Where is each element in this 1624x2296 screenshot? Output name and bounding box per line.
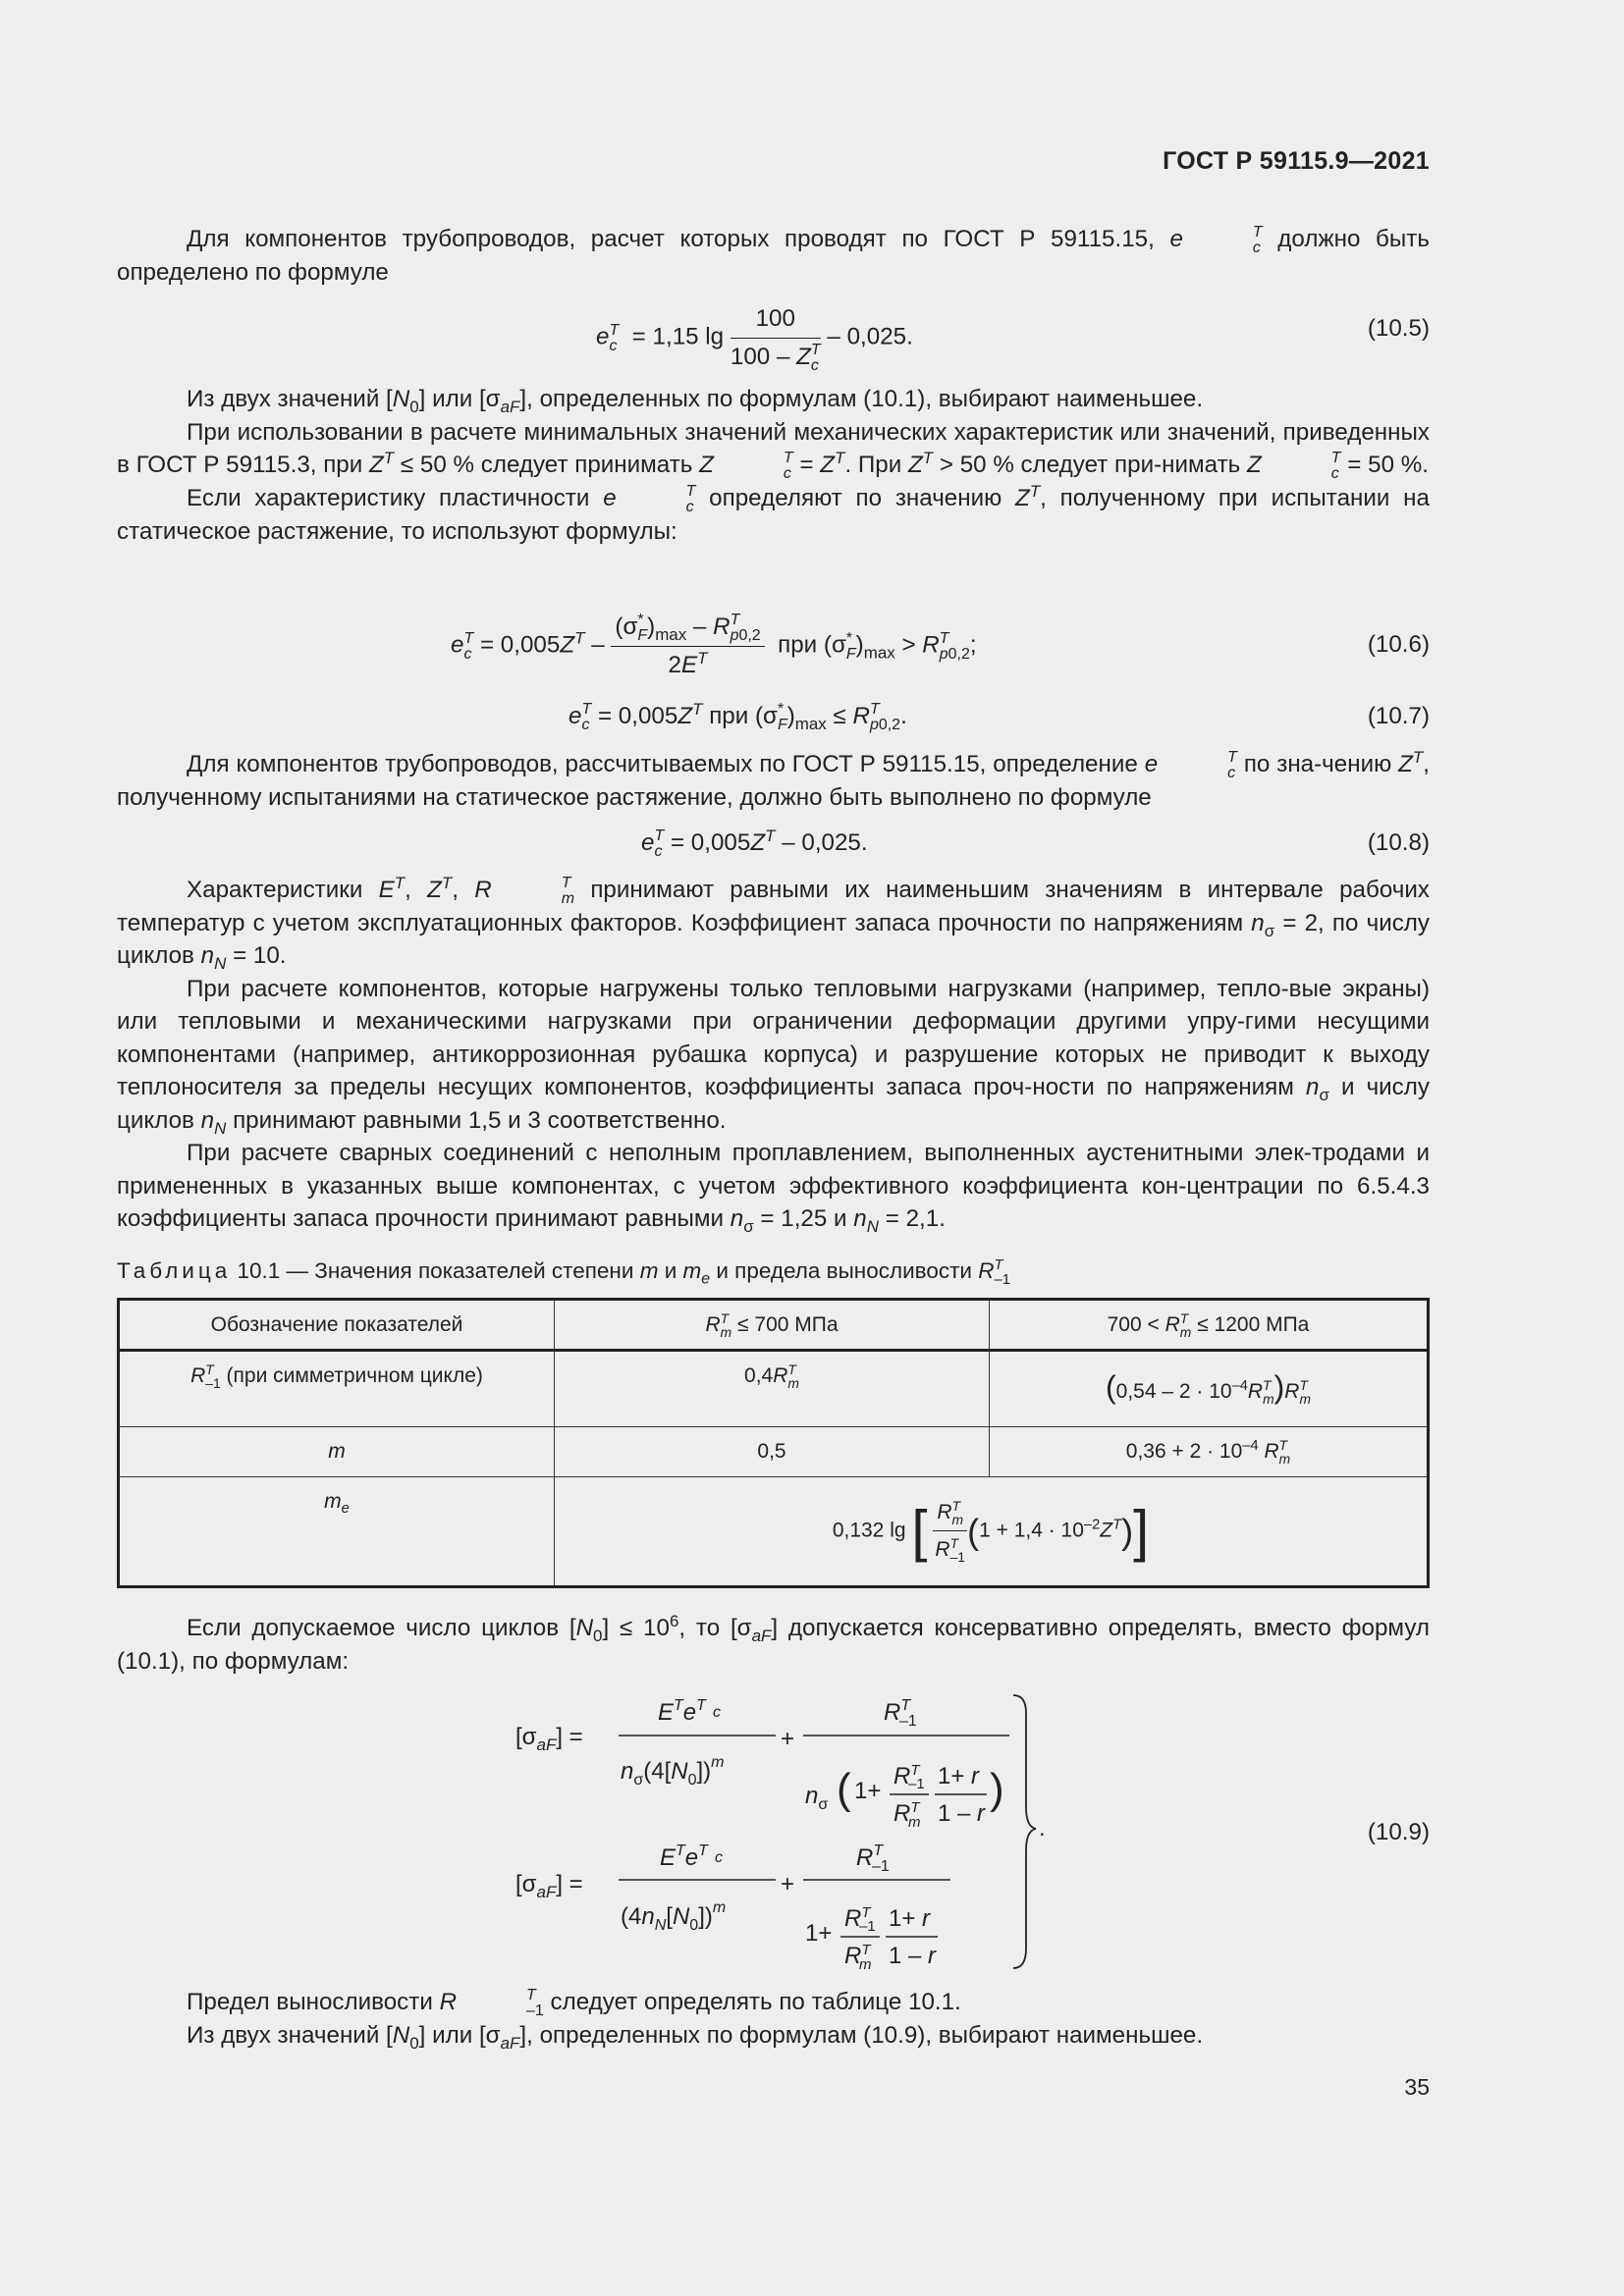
svg-text:1+ r: 1+ r bbox=[938, 1763, 980, 1789]
svg-text:.: . bbox=[1039, 1815, 1046, 1842]
svg-text:c: c bbox=[713, 1704, 721, 1721]
table-row bbox=[119, 1476, 1429, 1586]
table-cell: ($0,54 - 2 \cdot 10^{-4}R$ T m )R T m bbox=[990, 1351, 1429, 1427]
table-10-1-block bbox=[117, 1255, 1430, 1588]
equation-10-6: e T c = $0,005Z^T$ – (σ * F )$_{max}$ – R T p0,2 $2E^T$ при (σ * F )$_{max} > R$ T p0,2 ; (10.6) bbox=[451, 612, 1430, 678]
svg-text:(4nN[N0])m: $(4n_N[N_0])^m$ bbox=[621, 1899, 727, 1934]
table-cell: $0,36 + 2 \cdot 10^{-4}$ R T m bbox=[990, 1427, 1429, 1477]
standard-header: ГОСТ Р 59115.9—2021 bbox=[1163, 147, 1430, 175]
svg-text:+: + bbox=[781, 1871, 795, 1897]
svg-text:1+: 1+ bbox=[854, 1778, 882, 1804]
paragraph-2-4: Из двух значений $[N_0]$ или $[\sigma_{aF}]$, определенных по формулам (10.1), выбирают наименьшее. При использовании в расчете минимальных значений механических характеристик или значений, приведенных в ГОСТ Р 59115.3, при $Z^T \le 50$ % следует принимать Z T c = $Z^T$. При $Z^T > 50$ % следует при-нимать Z T c = 50 %. Если характеристику пластичности e T c определяют по значению $Z^T$, полученному при испытании на статическое растяжение, то используют формулы: bbox=[117, 386, 1430, 545]
svg-text:[σaF] =: $[\sigma_{aF}]$ = bbox=[515, 1724, 583, 1754]
equation-number: (10.7) bbox=[1367, 703, 1430, 729]
svg-text:RT: $R^T$ bbox=[844, 1904, 871, 1932]
paragraph-9: Если допускаемое число циклов $[N_0] \le 10^6$, то $[\sigma_{aF}]$ допускается консервативно определять, вместо формул (10.1), по формулам: bbox=[117, 1611, 1430, 1675]
svg-text:1+ r: 1+ r bbox=[889, 1905, 931, 1932]
svg-text:1 – r: 1 – r bbox=[889, 1943, 937, 1969]
svg-text:nσ(4[N0])m: $n_\sigma(4[N_0])^m$ bbox=[621, 1754, 725, 1789]
paragraph-6-8: Характеристики $E^T$, $Z^T$, R T m принимают равными их наименьшим значениям в интервале рабочих температур с учетом эксплуатационных факторов. Коэффициент запаса прочности по напряжениям $n_\sigma = 2$, по числу циклов $n_N = 10$. При расчете компонентов, которые нагружены только тепловыми нагрузками (например, тепло-вые экраны) или тепловыми и механическими нагрузками при ограничении деформации другими упру-гими несущими компонентами (например, антикоррозионная рубашка корпуса) и разрушение которых не приводит к выходу теплоносителя за пределы несущих компонентов, коэффициенты запаса проч-ности по напряжениям $n_\sigma$ и числу циклов $n_N$ принимают равными 1,5 и 3 соответственно. При расчете сварных соединений с неполным проплавлением, выполненных аустенитными элек-тродами и примененных в указанных выше компонентах, с учетом эффективного коэффициента кон-центрации по 6.5.4.3 коэффициенты запаса прочности принимают равными $n_\sigma = 1,25$ и $n_N = 2,1$. bbox=[117, 873, 1431, 1237]
values-table bbox=[117, 1298, 1430, 1588]
svg-text:ETeT: $E^Te^T$ bbox=[658, 1697, 706, 1726]
table-row bbox=[119, 1427, 1429, 1477]
svg-text:ETeT: $E^Te^T$ bbox=[660, 1842, 708, 1871]
table-header-row bbox=[119, 1299, 1429, 1351]
header-cell: 700 < R T m ≤ 1200 МПа bbox=[990, 1299, 1429, 1351]
svg-text:RT: $R^T$ bbox=[856, 1842, 884, 1871]
svg-text:–1: –1 bbox=[908, 1776, 925, 1792]
table-cell: m bbox=[119, 1427, 555, 1477]
svg-text:1 – r: 1 – r bbox=[938, 1800, 986, 1827]
svg-text:RT: $R^T$ bbox=[844, 1942, 871, 1969]
equation-10-9-number-row bbox=[117, 1816, 1430, 1849]
header-cell: R T m ≤ 700 МПа bbox=[555, 1299, 990, 1351]
svg-text:+: + bbox=[781, 1726, 795, 1752]
header-cell: Обозначение показателей bbox=[119, 1299, 555, 1351]
svg-text:[σaF] =: $[\sigma_{aF}]$ = bbox=[515, 1871, 583, 1901]
svg-text:m: m bbox=[859, 1956, 872, 1973]
equation-number: (10.9) bbox=[1367, 1819, 1430, 1845]
svg-text:–1: –1 bbox=[859, 1918, 876, 1935]
svg-text:RT: $R^T$ bbox=[884, 1697, 911, 1726]
table-row bbox=[119, 1351, 1429, 1427]
equation-number: (10.8) bbox=[1367, 829, 1430, 856]
svg-text:RT: $R^T$ bbox=[893, 1762, 920, 1789]
paragraph-1: Для компонентов трубопроводов, расчет которых проводят по ГОСТ Р 59115.15, e T c должно быть определено по формуле bbox=[117, 224, 1430, 286]
svg-text:–1: –1 bbox=[872, 1858, 890, 1875]
svg-text:–1: –1 bbox=[899, 1713, 917, 1730]
svg-text:(: ( bbox=[837, 1765, 851, 1813]
page-number: 35 bbox=[1404, 2074, 1430, 2100]
paragraph-5: Для компонентов трубопроводов, рассчитываемых по ГОСТ Р 59115.15, определение e T c по зна-чению $Z^T$, полученному испытаниями на статическое растяжение, должно быть выполнено по формуле bbox=[117, 747, 1430, 811]
table-cell: 0,132 lg [ R T m R T –1 $(1 + 1,4 \cdot 10^{-2}Z^T)$] bbox=[555, 1476, 1429, 1586]
svg-text:c: c bbox=[715, 1849, 723, 1866]
table-cell: 0,4R T m bbox=[555, 1351, 990, 1427]
table-cell: R T –1 (при симметричном цикле) bbox=[119, 1351, 555, 1427]
equation-number: (10.6) bbox=[1367, 631, 1430, 658]
paragraph-10-11: Предел выносливости R T –1 следует определять по таблице 10.1. Из двух значений $[N_0]$ или $[\sigma_{aF}]$, определенных по формулам (10.9), выбирают наименьшее. bbox=[187, 1987, 1204, 2053]
svg-text:m: m bbox=[908, 1814, 921, 1831]
table-caption: Таблица 10.1 — Значения показателей степени m и $m_e$ и предела выносливости R T –1 bbox=[117, 1257, 1011, 1288]
equation-10-5: e T c = 1,15 lg 100 100 – Z T c – 0,025. (10.5) bbox=[117, 294, 1430, 373]
equation-10-8: e T c = $0,005Z^T - 0,025$. (10.8) bbox=[641, 826, 1430, 860]
svg-text:RT: $R^T$ bbox=[893, 1799, 920, 1827]
equation-number: (10.5) bbox=[1367, 315, 1430, 342]
svg-text:1+: 1+ bbox=[805, 1920, 833, 1947]
svg-text:nσ: $n_\sigma$ bbox=[805, 1783, 829, 1813]
table-cell: $m_e$ bbox=[119, 1476, 555, 1586]
table-cell: 0,5 bbox=[555, 1427, 990, 1477]
svg-text:): ) bbox=[990, 1765, 1004, 1813]
equation-10-7: e T c = $0,005Z^T$ при (σ * F )$_{max} \le R$ T p0,2 . (10.7) bbox=[568, 699, 1430, 733]
